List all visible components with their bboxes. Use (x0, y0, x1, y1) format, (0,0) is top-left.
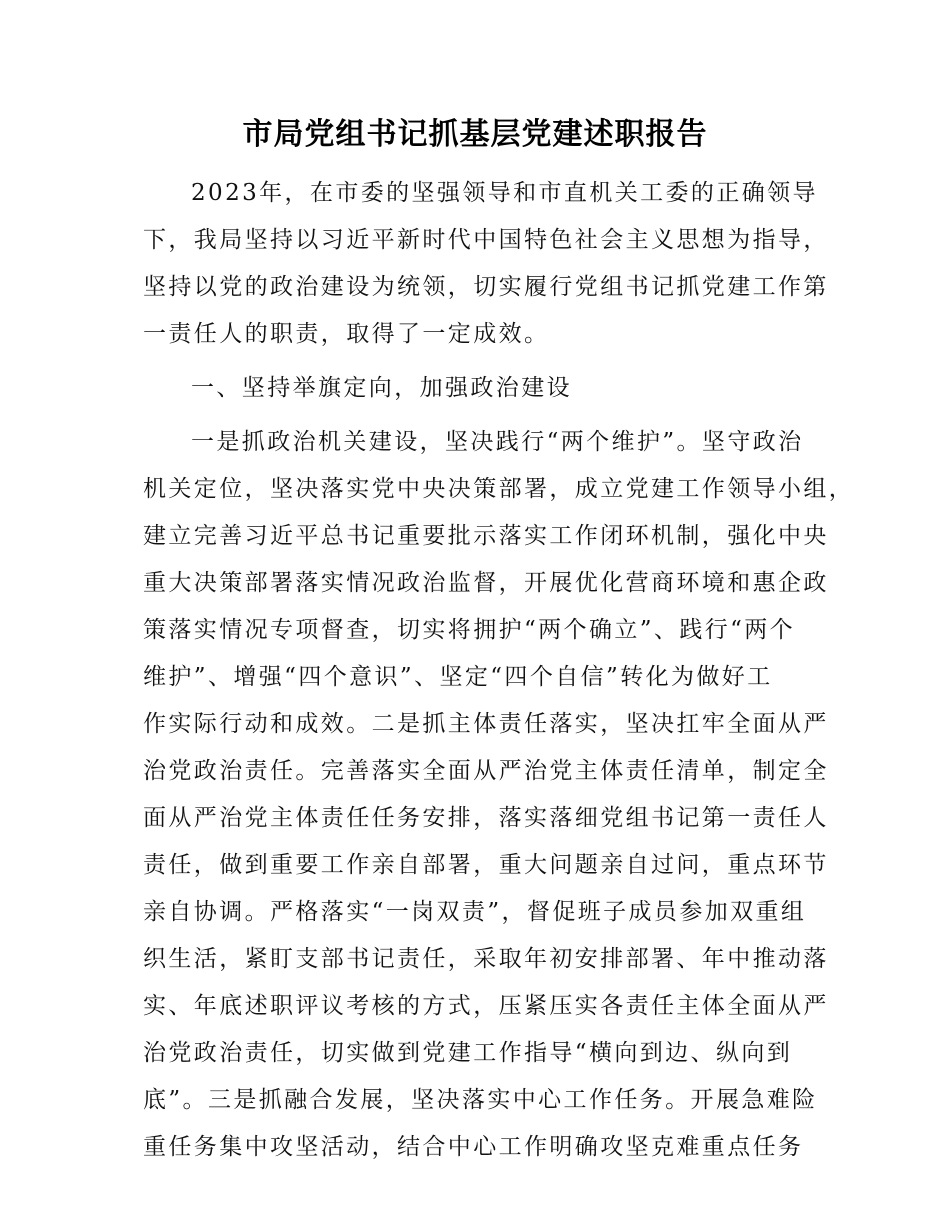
paragraph-2-line-9: 面从严治党主体责任任务安排，落实落细党组书记第一责任人 (143, 805, 829, 831)
document-title: 市局党组书记抓基层党建述职报告 (242, 117, 708, 152)
paragraph-1-line-4: 一责任人的职责，取得了一定成效。 (143, 321, 550, 347)
paragraph-2-line-16: 重任务集中攻坚活动，结合中心工作明确攻坚克难重点任务 (143, 1134, 804, 1160)
paragraph-2-line-4: 重大决策部署落实情况政治监督，开展优化营商环境和惠企政 (143, 570, 829, 596)
paragraph-2-line-6: 维护”、增强“四个意识”、坚定“四个自信”转化为做好工 (143, 664, 773, 690)
paragraph-2-line-7: 作实际行动和成效。二是抓主体责任落实，坚决扛牢全面从严 (143, 711, 829, 737)
paragraph-2-line-15: 底”。三是抓融合发展，坚决落实中心工作任务。开展急难险 (143, 1087, 818, 1113)
paragraph-2-line-2: 机关定位，坚决落实党中央决策部署，成立党建工作领导小组， (143, 476, 855, 502)
paragraph-2-line-11: 亲自协调。严格落实“一岗双责”，督促班子成员参加双重组 (143, 899, 807, 925)
paragraph-2-line-14: 治党政治责任，切实做到党建工作指导“横向到边、纵向到 (143, 1040, 793, 1066)
paragraph-1-line-1: 2023年，在市委的坚强领导和市直机关工委的正确领导 (191, 180, 818, 206)
paragraph-gap (143, 358, 813, 365)
paragraph-2-line-5: 策落实情况专项督查，切实将拥护“两个确立”、践行“两个 (143, 617, 796, 643)
paragraph-2-line-10: 责任，做到重要工作亲自部署，重大问题亲自过问，重点环节 (143, 852, 829, 878)
section-heading: 一、坚持举旗定向，加强政治建设 (191, 375, 572, 401)
paragraph-2-line-3: 建立完善习近平总书记重要批示落实工作闭环机制，强化中央 (143, 523, 829, 549)
paragraph-gap (143, 412, 813, 419)
paragraph-1-line-3: 坚持以党的政治建设为统领，切实履行党组书记抓党建工作第 (143, 274, 829, 300)
paragraph-2-line-12: 织生活，紧盯支部书记责任，采取年初安排部署、年中推动落 (143, 946, 829, 972)
paragraph-2-line-13: 实、年底述职评议考核的方式，压紧压实各责任主体全面从严 (143, 993, 829, 1019)
paragraph-1-line-2: 下，我局坚持以习近平新时代中国特色社会主义思想为指导， (143, 227, 829, 253)
paragraph-2-line-8: 治党政治责任。完善落实全面从严治党主体责任清单，制定全 (143, 758, 829, 784)
document-body (143, 170, 855, 1171)
paragraph-2-line-1: 一是抓政治机关建设，坚决践行“两个维护”。坚守政治 (191, 429, 804, 455)
